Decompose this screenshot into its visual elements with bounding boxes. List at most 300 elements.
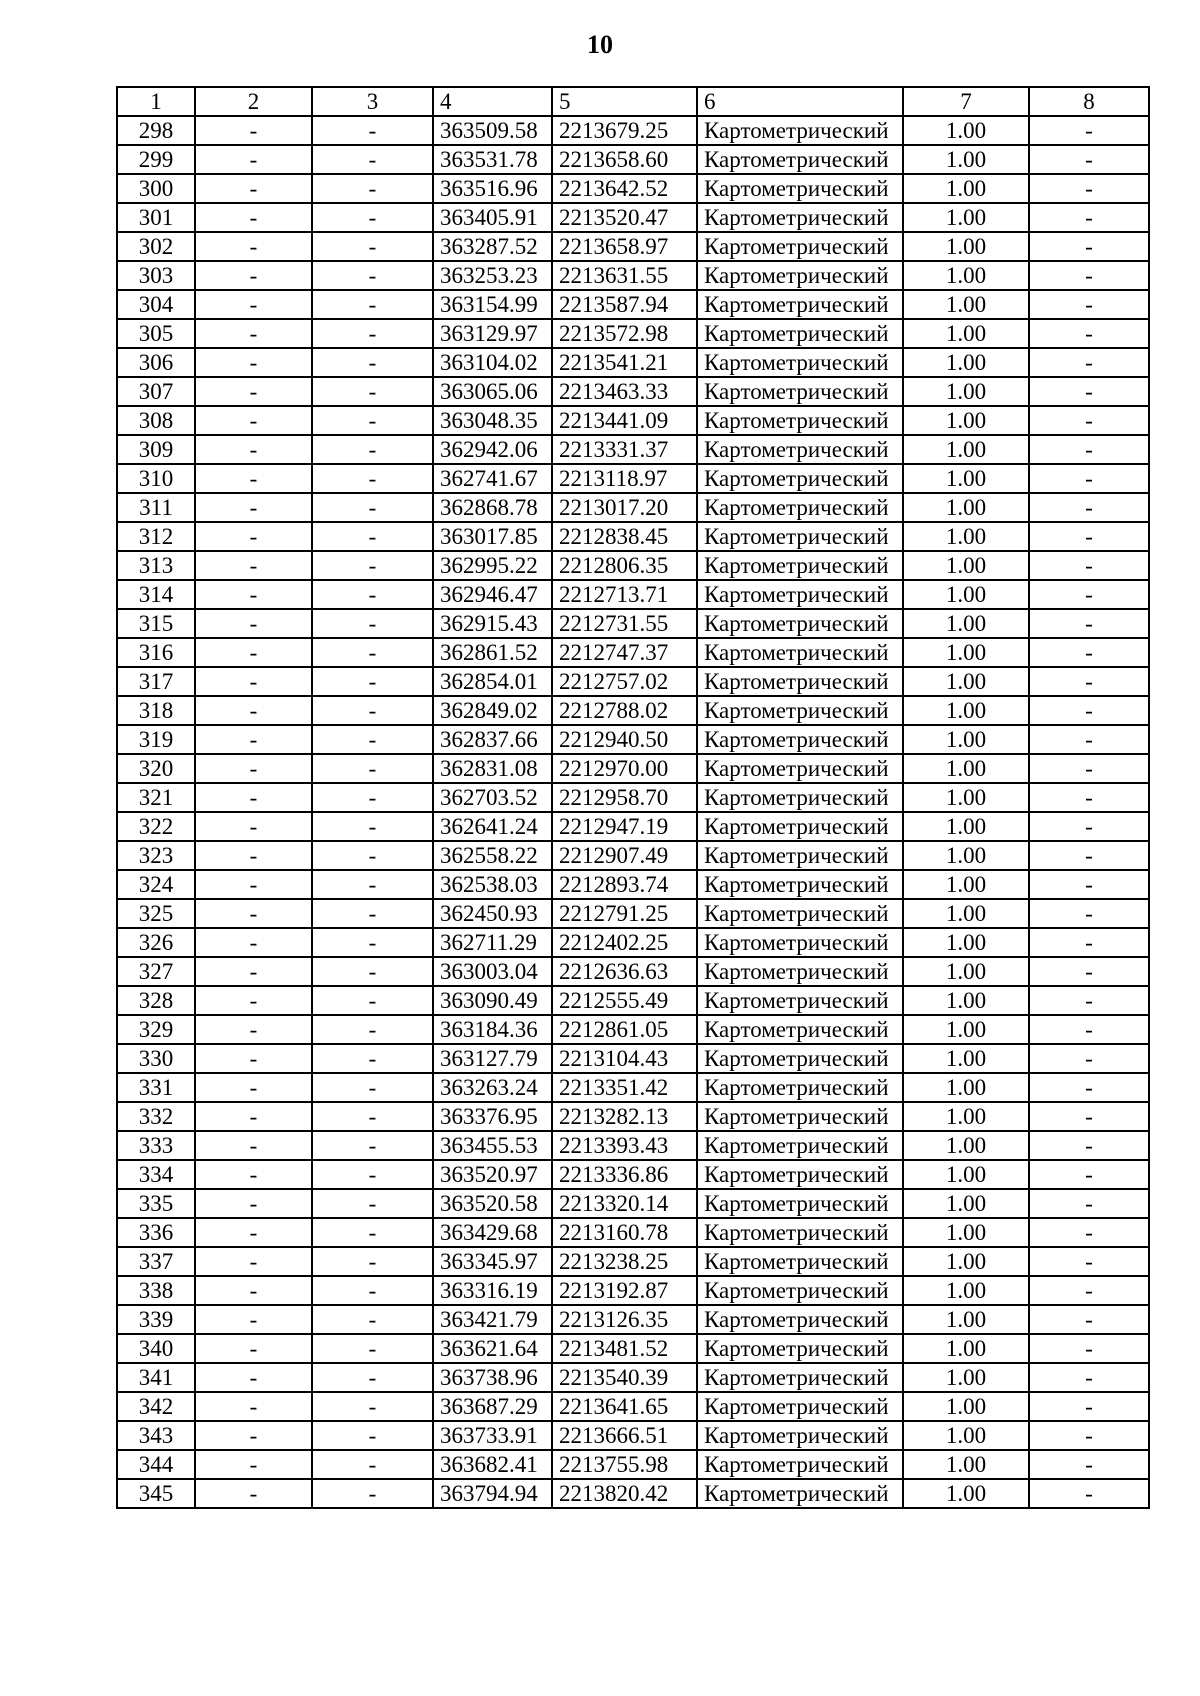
method-cell: Картометрический — [697, 232, 903, 261]
col-2-cell: - — [195, 1421, 312, 1450]
col-2-cell: - — [195, 870, 312, 899]
point-number-cell: 306 — [117, 348, 195, 377]
y-coordinate-cell: 2213118.97 — [552, 464, 697, 493]
col-3-cell: - — [312, 1305, 433, 1334]
y-coordinate-cell: 2213463.33 — [552, 377, 697, 406]
col-2-cell: - — [195, 1276, 312, 1305]
header-cell: 8 — [1029, 87, 1149, 116]
point-number-cell: 340 — [117, 1334, 195, 1363]
x-coordinate-cell: 363345.97 — [433, 1247, 552, 1276]
col-2-cell: - — [195, 116, 312, 145]
point-number-cell: 298 — [117, 116, 195, 145]
y-coordinate-cell: 2212838.45 — [552, 522, 697, 551]
col-2-cell: - — [195, 957, 312, 986]
col-8-cell: - — [1029, 377, 1149, 406]
point-number-cell: 339 — [117, 1305, 195, 1334]
table-row — [117, 493, 1149, 522]
method-cell: Картометрический — [697, 348, 903, 377]
x-coordinate-cell: 363129.97 — [433, 319, 552, 348]
point-number-cell: 338 — [117, 1276, 195, 1305]
x-coordinate-cell: 362946.47 — [433, 580, 552, 609]
method-cell: Картометрический — [697, 725, 903, 754]
x-coordinate-cell: 363621.64 — [433, 1334, 552, 1363]
accuracy-cell: 1.00 — [903, 435, 1029, 464]
method-cell: Картометрический — [697, 1276, 903, 1305]
method-cell: Картометрический — [697, 1392, 903, 1421]
table-row — [117, 1102, 1149, 1131]
col-8-cell: - — [1029, 638, 1149, 667]
accuracy-cell: 1.00 — [903, 1276, 1029, 1305]
accuracy-cell: 1.00 — [903, 1305, 1029, 1334]
method-cell: Картометрический — [697, 1218, 903, 1247]
point-number-cell: 314 — [117, 580, 195, 609]
col-3-cell: - — [312, 1334, 433, 1363]
col-2-cell: - — [195, 406, 312, 435]
point-number-cell: 307 — [117, 377, 195, 406]
method-cell: Картометрический — [697, 1421, 903, 1450]
table-row — [117, 348, 1149, 377]
col-8-cell: - — [1029, 522, 1149, 551]
col-2-cell: - — [195, 1015, 312, 1044]
table-row — [117, 551, 1149, 580]
x-coordinate-cell: 362538.03 — [433, 870, 552, 899]
col-8-cell: - — [1029, 1131, 1149, 1160]
y-coordinate-cell: 2213393.43 — [552, 1131, 697, 1160]
table-row — [117, 957, 1149, 986]
col-2-cell: - — [195, 841, 312, 870]
col-3-cell: - — [312, 1160, 433, 1189]
col-3-cell: - — [312, 290, 433, 319]
point-number-cell: 325 — [117, 899, 195, 928]
col-3-cell: - — [312, 725, 433, 754]
method-cell: Картометрический — [697, 899, 903, 928]
y-coordinate-cell: 2212893.74 — [552, 870, 697, 899]
method-cell: Картометрический — [697, 1247, 903, 1276]
method-cell: Картометрический — [697, 319, 903, 348]
point-number-cell: 330 — [117, 1044, 195, 1073]
col-8-cell: - — [1029, 1015, 1149, 1044]
col-8-cell: - — [1029, 1189, 1149, 1218]
y-coordinate-cell: 2212555.49 — [552, 986, 697, 1015]
point-number-cell: 305 — [117, 319, 195, 348]
point-number-cell: 318 — [117, 696, 195, 725]
accuracy-cell: 1.00 — [903, 1189, 1029, 1218]
col-8-cell: - — [1029, 1334, 1149, 1363]
x-coordinate-cell: 363421.79 — [433, 1305, 552, 1334]
col-3-cell: - — [312, 203, 433, 232]
y-coordinate-cell: 2213658.97 — [552, 232, 697, 261]
accuracy-cell: 1.00 — [903, 1392, 1029, 1421]
accuracy-cell: 1.00 — [903, 261, 1029, 290]
table-row — [117, 928, 1149, 957]
point-number-cell: 324 — [117, 870, 195, 899]
table-row — [117, 116, 1149, 145]
accuracy-cell: 1.00 — [903, 638, 1029, 667]
method-cell: Картометрический — [697, 696, 903, 725]
accuracy-cell: 1.00 — [903, 1450, 1029, 1479]
col-3-cell: - — [312, 348, 433, 377]
col-3-cell: - — [312, 899, 433, 928]
accuracy-cell: 1.00 — [903, 696, 1029, 725]
table-row — [117, 1218, 1149, 1247]
col-3-cell: - — [312, 957, 433, 986]
x-coordinate-cell: 363065.06 — [433, 377, 552, 406]
y-coordinate-cell: 2212731.55 — [552, 609, 697, 638]
col-2-cell: - — [195, 783, 312, 812]
col-8-cell: - — [1029, 1247, 1149, 1276]
col-2-cell: - — [195, 1392, 312, 1421]
accuracy-cell: 1.00 — [903, 406, 1029, 435]
y-coordinate-cell: 2213331.37 — [552, 435, 697, 464]
col-2-cell: - — [195, 667, 312, 696]
col-8-cell: - — [1029, 1073, 1149, 1102]
table-row — [117, 667, 1149, 696]
point-number-cell: 342 — [117, 1392, 195, 1421]
y-coordinate-cell: 2213192.87 — [552, 1276, 697, 1305]
point-number-cell: 344 — [117, 1450, 195, 1479]
accuracy-cell: 1.00 — [903, 667, 1029, 696]
col-8-cell: - — [1029, 667, 1149, 696]
point-number-cell: 299 — [117, 145, 195, 174]
col-2-cell: - — [195, 261, 312, 290]
point-number-cell: 341 — [117, 1363, 195, 1392]
col-8-cell: - — [1029, 1421, 1149, 1450]
x-coordinate-cell: 363531.78 — [433, 145, 552, 174]
col-2-cell: - — [195, 464, 312, 493]
y-coordinate-cell: 2213755.98 — [552, 1450, 697, 1479]
y-coordinate-cell: 2212907.49 — [552, 841, 697, 870]
method-cell: Картометрический — [697, 1044, 903, 1073]
col-8-cell: - — [1029, 870, 1149, 899]
accuracy-cell: 1.00 — [903, 551, 1029, 580]
y-coordinate-cell: 2213572.98 — [552, 319, 697, 348]
col-3-cell: - — [312, 174, 433, 203]
col-2-cell: - — [195, 290, 312, 319]
accuracy-cell: 1.00 — [903, 1044, 1029, 1073]
col-8-cell: - — [1029, 232, 1149, 261]
col-3-cell: - — [312, 435, 433, 464]
table-row — [117, 812, 1149, 841]
table-row — [117, 1044, 1149, 1073]
col-2-cell: - — [195, 493, 312, 522]
table-row — [117, 290, 1149, 319]
x-coordinate-cell: 362942.06 — [433, 435, 552, 464]
x-coordinate-cell: 363003.04 — [433, 957, 552, 986]
col-8-cell: - — [1029, 1102, 1149, 1131]
col-2-cell: - — [195, 1334, 312, 1363]
x-coordinate-cell: 362837.66 — [433, 725, 552, 754]
y-coordinate-cell: 2212713.71 — [552, 580, 697, 609]
x-coordinate-cell: 363376.95 — [433, 1102, 552, 1131]
col-8-cell: - — [1029, 1218, 1149, 1247]
y-coordinate-cell: 2213017.20 — [552, 493, 697, 522]
y-coordinate-cell: 2212806.35 — [552, 551, 697, 580]
col-8-cell: - — [1029, 986, 1149, 1015]
col-3-cell: - — [312, 986, 433, 1015]
y-coordinate-cell: 2212402.25 — [552, 928, 697, 957]
col-2-cell: - — [195, 580, 312, 609]
col-8-cell: - — [1029, 928, 1149, 957]
point-number-cell: 309 — [117, 435, 195, 464]
col-3-cell: - — [312, 754, 433, 783]
table-row — [117, 1015, 1149, 1044]
method-cell: Картометрический — [697, 957, 903, 986]
col-2-cell: - — [195, 203, 312, 232]
col-2-cell: - — [195, 899, 312, 928]
col-3-cell: - — [312, 1479, 433, 1508]
y-coordinate-cell: 2212970.00 — [552, 754, 697, 783]
table-row — [117, 1479, 1149, 1508]
col-3-cell: - — [312, 145, 433, 174]
x-coordinate-cell: 362868.78 — [433, 493, 552, 522]
accuracy-cell: 1.00 — [903, 783, 1029, 812]
method-cell: Картометрический — [697, 493, 903, 522]
page-number: 10 — [587, 30, 613, 59]
header-cell: 3 — [312, 87, 433, 116]
accuracy-cell: 1.00 — [903, 116, 1029, 145]
x-coordinate-cell: 363516.96 — [433, 174, 552, 203]
col-3-cell: - — [312, 551, 433, 580]
point-number-cell: 337 — [117, 1247, 195, 1276]
col-2-cell: - — [195, 754, 312, 783]
x-coordinate-cell: 362861.52 — [433, 638, 552, 667]
col-8-cell: - — [1029, 145, 1149, 174]
accuracy-cell: 1.00 — [903, 1015, 1029, 1044]
accuracy-cell: 1.00 — [903, 754, 1029, 783]
table-row — [117, 609, 1149, 638]
col-8-cell: - — [1029, 841, 1149, 870]
method-cell: Картометрический — [697, 1189, 903, 1218]
table-row — [117, 1073, 1149, 1102]
y-coordinate-cell: 2213631.55 — [552, 261, 697, 290]
col-2-cell: - — [195, 377, 312, 406]
y-coordinate-cell: 2212747.37 — [552, 638, 697, 667]
accuracy-cell: 1.00 — [903, 1363, 1029, 1392]
method-cell: Картометрический — [697, 203, 903, 232]
col-3-cell: - — [312, 1015, 433, 1044]
x-coordinate-cell: 362915.43 — [433, 609, 552, 638]
col-3-cell: - — [312, 609, 433, 638]
col-8-cell: - — [1029, 812, 1149, 841]
method-cell: Картометрический — [697, 1450, 903, 1479]
y-coordinate-cell: 2212791.25 — [552, 899, 697, 928]
x-coordinate-cell: 362558.22 — [433, 841, 552, 870]
y-coordinate-cell: 2213520.47 — [552, 203, 697, 232]
col-8-cell: - — [1029, 261, 1149, 290]
x-coordinate-cell: 363455.53 — [433, 1131, 552, 1160]
header-cell: 7 — [903, 87, 1029, 116]
accuracy-cell: 1.00 — [903, 870, 1029, 899]
col-2-cell: - — [195, 928, 312, 957]
accuracy-cell: 1.00 — [903, 203, 1029, 232]
col-3-cell: - — [312, 841, 433, 870]
accuracy-cell: 1.00 — [903, 145, 1029, 174]
y-coordinate-cell: 2213441.09 — [552, 406, 697, 435]
col-8-cell: - — [1029, 696, 1149, 725]
col-8-cell: - — [1029, 1450, 1149, 1479]
y-coordinate-cell: 2212861.05 — [552, 1015, 697, 1044]
col-3-cell: - — [312, 783, 433, 812]
x-coordinate-cell: 362641.24 — [433, 812, 552, 841]
table-row — [117, 406, 1149, 435]
point-number-cell: 345 — [117, 1479, 195, 1508]
accuracy-cell: 1.00 — [903, 986, 1029, 1015]
method-cell: Картометрический — [697, 145, 903, 174]
table-row — [117, 232, 1149, 261]
accuracy-cell: 1.00 — [903, 580, 1029, 609]
accuracy-cell: 1.00 — [903, 377, 1029, 406]
col-3-cell: - — [312, 261, 433, 290]
header-cell: 5 — [552, 87, 697, 116]
col-3-cell: - — [312, 522, 433, 551]
accuracy-cell: 1.00 — [903, 232, 1029, 261]
point-number-cell: 320 — [117, 754, 195, 783]
accuracy-cell: 1.00 — [903, 1131, 1029, 1160]
col-3-cell: - — [312, 1073, 433, 1102]
accuracy-cell: 1.00 — [903, 812, 1029, 841]
col-3-cell: - — [312, 1392, 433, 1421]
x-coordinate-cell: 363287.52 — [433, 232, 552, 261]
col-3-cell: - — [312, 319, 433, 348]
x-coordinate-cell: 363127.79 — [433, 1044, 552, 1073]
method-cell: Картометрический — [697, 928, 903, 957]
col-8-cell: - — [1029, 783, 1149, 812]
table-row — [117, 377, 1149, 406]
point-number-cell: 333 — [117, 1131, 195, 1160]
col-2-cell: - — [195, 812, 312, 841]
x-coordinate-cell: 363104.02 — [433, 348, 552, 377]
table-body — [117, 87, 1149, 1508]
accuracy-cell: 1.00 — [903, 1334, 1029, 1363]
x-coordinate-cell: 363520.58 — [433, 1189, 552, 1218]
x-coordinate-cell: 363017.85 — [433, 522, 552, 551]
y-coordinate-cell: 2212958.70 — [552, 783, 697, 812]
col-3-cell: - — [312, 667, 433, 696]
col-8-cell: - — [1029, 1160, 1149, 1189]
point-number-cell: 328 — [117, 986, 195, 1015]
col-2-cell: - — [195, 1160, 312, 1189]
col-3-cell: - — [312, 1131, 433, 1160]
method-cell: Картометрический — [697, 1015, 903, 1044]
point-number-cell: 343 — [117, 1421, 195, 1450]
col-2-cell: - — [195, 1305, 312, 1334]
col-8-cell: - — [1029, 319, 1149, 348]
x-coordinate-cell: 363154.99 — [433, 290, 552, 319]
col-3-cell: - — [312, 1102, 433, 1131]
table-row — [117, 783, 1149, 812]
col-2-cell: - — [195, 725, 312, 754]
x-coordinate-cell: 363738.96 — [433, 1363, 552, 1392]
col-3-cell: - — [312, 1450, 433, 1479]
col-3-cell: - — [312, 928, 433, 957]
header-row — [117, 87, 1149, 116]
method-cell: Картометрический — [697, 986, 903, 1015]
col-2-cell: - — [195, 145, 312, 174]
col-2-cell: - — [195, 1102, 312, 1131]
y-coordinate-cell: 2212757.02 — [552, 667, 697, 696]
col-8-cell: - — [1029, 580, 1149, 609]
header-cell: 6 — [697, 87, 903, 116]
col-8-cell: - — [1029, 203, 1149, 232]
col-3-cell: - — [312, 696, 433, 725]
col-3-cell: - — [312, 1276, 433, 1305]
col-2-cell: - — [195, 1131, 312, 1160]
col-8-cell: - — [1029, 1363, 1149, 1392]
col-8-cell: - — [1029, 116, 1149, 145]
col-2-cell: - — [195, 522, 312, 551]
point-number-cell: 308 — [117, 406, 195, 435]
y-coordinate-cell: 2213126.35 — [552, 1305, 697, 1334]
y-coordinate-cell: 2213351.42 — [552, 1073, 697, 1102]
x-coordinate-cell: 363687.29 — [433, 1392, 552, 1421]
table-row — [117, 725, 1149, 754]
y-coordinate-cell: 2213481.52 — [552, 1334, 697, 1363]
table-row — [117, 1160, 1149, 1189]
table-row — [117, 435, 1149, 464]
point-number-cell: 332 — [117, 1102, 195, 1131]
table-row — [117, 319, 1149, 348]
y-coordinate-cell: 2213641.65 — [552, 1392, 697, 1421]
accuracy-cell: 1.00 — [903, 290, 1029, 319]
col-8-cell: - — [1029, 493, 1149, 522]
col-2-cell: - — [195, 609, 312, 638]
col-8-cell: - — [1029, 464, 1149, 493]
col-2-cell: - — [195, 551, 312, 580]
method-cell: Картометрический — [697, 406, 903, 435]
x-coordinate-cell: 363263.24 — [433, 1073, 552, 1102]
col-3-cell: - — [312, 1421, 433, 1450]
col-8-cell: - — [1029, 290, 1149, 319]
y-coordinate-cell: 2212636.63 — [552, 957, 697, 986]
col-8-cell: - — [1029, 1305, 1149, 1334]
x-coordinate-cell: 362703.52 — [433, 783, 552, 812]
table-row — [117, 522, 1149, 551]
y-coordinate-cell: 2213238.25 — [552, 1247, 697, 1276]
table-row — [117, 1450, 1149, 1479]
y-coordinate-cell: 2213541.21 — [552, 348, 697, 377]
y-coordinate-cell: 2213282.13 — [552, 1102, 697, 1131]
accuracy-cell: 1.00 — [903, 1247, 1029, 1276]
point-number-cell: 329 — [117, 1015, 195, 1044]
table-row — [117, 696, 1149, 725]
point-number-cell: 313 — [117, 551, 195, 580]
point-number-cell: 323 — [117, 841, 195, 870]
col-3-cell: - — [312, 464, 433, 493]
accuracy-cell: 1.00 — [903, 1102, 1029, 1131]
accuracy-cell: 1.00 — [903, 493, 1029, 522]
point-number-cell: 312 — [117, 522, 195, 551]
header-cell: 2 — [195, 87, 312, 116]
accuracy-cell: 1.00 — [903, 957, 1029, 986]
col-3-cell: - — [312, 1044, 433, 1073]
y-coordinate-cell: 2213160.78 — [552, 1218, 697, 1247]
x-coordinate-cell: 363520.97 — [433, 1160, 552, 1189]
method-cell: Картометрический — [697, 841, 903, 870]
y-coordinate-cell: 2212947.19 — [552, 812, 697, 841]
x-coordinate-cell: 363253.23 — [433, 261, 552, 290]
accuracy-cell: 1.00 — [903, 464, 1029, 493]
y-coordinate-cell: 2213540.39 — [552, 1363, 697, 1392]
method-cell: Картометрический — [697, 1363, 903, 1392]
table-row — [117, 870, 1149, 899]
point-number-cell: 304 — [117, 290, 195, 319]
point-number-cell: 316 — [117, 638, 195, 667]
table-row — [117, 1363, 1149, 1392]
point-number-cell: 334 — [117, 1160, 195, 1189]
table-row — [117, 1189, 1149, 1218]
table-row — [117, 1421, 1149, 1450]
method-cell: Картометрический — [697, 1305, 903, 1334]
